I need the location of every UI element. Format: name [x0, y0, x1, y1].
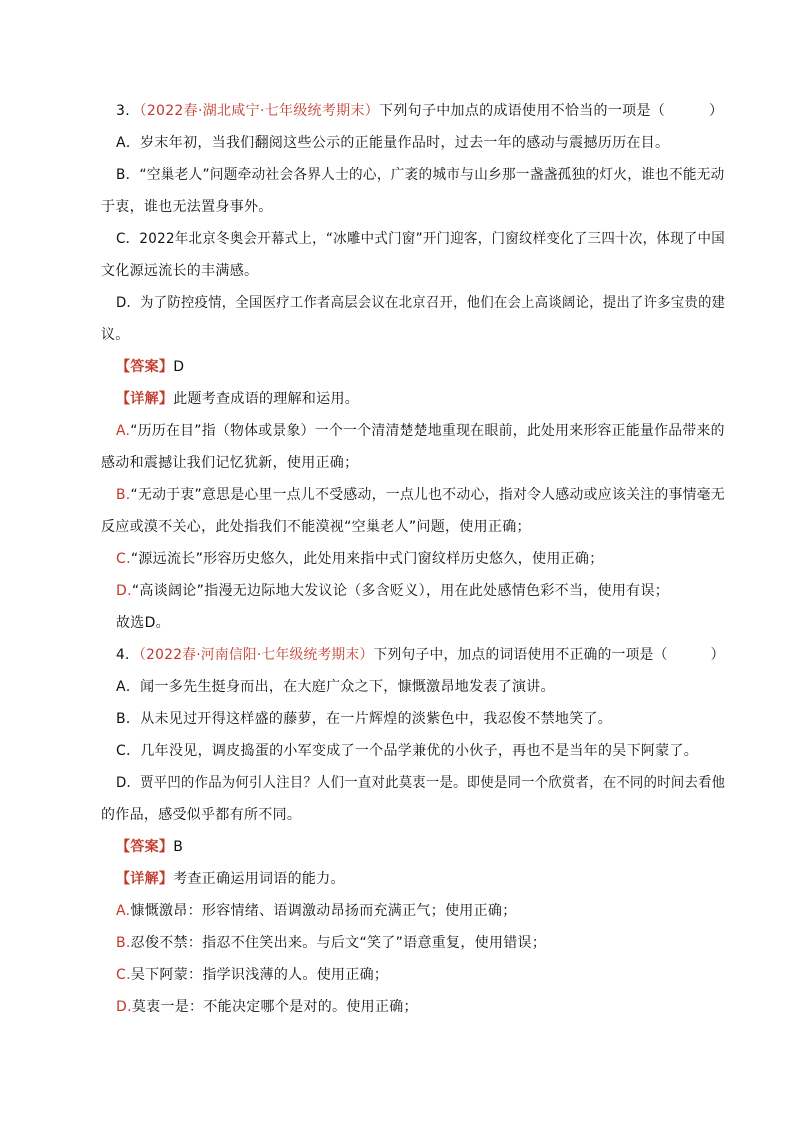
- q3-source: （2022春·湖北咸宁·七年级统考期末）: [139, 103, 380, 119]
- q3-detail: [116, 389, 359, 409]
- q3-explain-d-label: D.: [116, 583, 132, 599]
- q4-stem-close: ）: [710, 647, 725, 663]
- q3-explain-b-text: “无动于衷”意思是心里一点儿不受感动，一点儿也不动心，指对令人感动或应该关注的事情毫无: [130, 487, 726, 503]
- q3-stem-close: ）: [709, 103, 724, 119]
- q3-stem: [116, 101, 723, 121]
- q4-number: 4．: [116, 647, 140, 663]
- q4-option-a: A．闻一多先生挺身而出，在大庭广众之下，慷慨激昂地发表了演讲。: [116, 679, 555, 695]
- q4-explain-b: [116, 933, 546, 953]
- q4-answer-value: B: [173, 839, 184, 855]
- q3-explain-d-text: “高谈阔论”指漫无边际地大发议论（多含贬义），用在此处感情色彩不当，使用有误；: [131, 583, 670, 599]
- q3-explain-a-line1: [116, 421, 725, 441]
- q4-detail: [116, 869, 345, 889]
- q3-number: 3．: [116, 103, 140, 119]
- q4-option-d-line1: D．贾平凹的作品为何引人注目？人们一直对此莫衷一是。即使是同一个欣赏者，在不同的时间去看他: [116, 775, 726, 791]
- q4-explain-a: [116, 901, 517, 921]
- q4-answer-tag: 【答案】: [116, 839, 174, 855]
- q3-answer: [116, 357, 184, 377]
- q3-answer-tag: 【答案】: [116, 359, 174, 375]
- q4-explain-d-label: D.: [116, 999, 132, 1015]
- q4-option-d-line2: 的作品，感受似乎都有所不同。: [101, 807, 302, 823]
- q3-explain-a-line2: 感动和震撼让我们记忆犹新，使用正确；: [101, 455, 359, 471]
- q3-explain-a-label: A.: [116, 423, 131, 439]
- q4-detail-tag: 【详解】: [116, 871, 174, 887]
- q4-explain-c-text: 吴下阿蒙：指学识浅薄的人。使用正确；: [130, 967, 389, 983]
- q4-stem: [116, 645, 725, 665]
- q3-explain-b-line1: [116, 485, 725, 505]
- q4-explain-b-label: B.: [116, 935, 131, 951]
- q4-explain-c: [116, 965, 388, 985]
- q3-conclusion: 故选D。: [116, 615, 170, 631]
- q3-explain-b-line2: 反应或漠不关心，此处指我们不能漠视“空巢老人”问题，使用正确；: [101, 519, 531, 535]
- q3-stem-text: 下列句子中加点的成语使用不恰当的一项是（: [379, 103, 666, 119]
- q3-option-c-line1: C．2022年北京冬奥会开幕式上，“冰雕中式门窗”开门迎客，门窗纹样变化了三四十次，体现了中国: [116, 231, 726, 247]
- q3-answer-value: D: [173, 359, 185, 375]
- q3-explain-c-text: “源远流长”形容历史悠久，此处用来指中式门窗纹样历史悠久，使用正确；: [130, 551, 604, 567]
- q3-option-d-line2: 议。: [101, 327, 130, 343]
- q4-explain-a-label: A.: [116, 903, 131, 919]
- q4-explain-d: [116, 997, 418, 1017]
- q3-option-a: A．岁末年初，当我们翻阅这些公示的正能量作品时，过去一年的感动与震撼历历在目。: [116, 135, 670, 151]
- q3-explain-c: [116, 549, 604, 569]
- q4-option-b: B．从未见过开得这样盛的藤萝，在一片辉煌的淡紫色中，我忍俊不禁地笑了。: [116, 711, 613, 727]
- q4-explain-b-text: 忍俊不禁：指忍不住笑出来。与后文“笑了”语意重复，使用错误；: [130, 935, 547, 951]
- q4-explain-d-text: 莫衷一是：不能决定哪个是对的。使用正确；: [131, 999, 418, 1015]
- q4-source: （2022春·河南信阳·七年级统考期末）: [139, 647, 374, 663]
- q3-detail-text: 此题考查成语的理解和运用。: [173, 391, 360, 407]
- q4-option-c: C．几年没见，调皮捣蛋的小军变成了一个品学兼优的小伙子，再也不是当年的吴下阿蒙了。: [116, 743, 699, 759]
- q4-explain-c-label: C.: [116, 967, 131, 983]
- q4-answer: [116, 837, 183, 857]
- q3-detail-tag: 【详解】: [116, 391, 174, 407]
- q3-option-b-line1: B．“空巢老人”问题牵动社会各界人士的心，广袤的城市与山乡那一盏盏孤独的灯火，谁也不能无动: [116, 167, 725, 183]
- q3-option-b-line2: 于衷，谁也无法置身事外。: [101, 199, 273, 215]
- q4-detail-text: 考查正确运用词语的能力。: [173, 871, 345, 887]
- q3-option-d-line1: D．为了防控疫情，全国医疗工作者高层会议在北京召开，他们在会上高谈阔论，提出了许多宝贵的建: [116, 295, 726, 311]
- q3-explain-c-label: C.: [116, 551, 131, 567]
- q4-explain-a-text: 慷慨激昂：形容情绪、语调激动昂扬而充满正气；使用正确；: [130, 903, 517, 919]
- q3-explain-a-text: “历历在目”指（物体或景象）一个一个清清楚楚地重现在眼前，此处用来形容正能量作品带来的: [130, 423, 725, 439]
- q3-explain-d: [116, 581, 669, 601]
- q4-stem-text: 下列句子中，加点的词语使用不正确的一项是（: [373, 647, 668, 663]
- q3-explain-b-label: B.: [116, 487, 131, 503]
- q3-option-c-line2: 文化源远流长的丰满感。: [101, 263, 259, 279]
